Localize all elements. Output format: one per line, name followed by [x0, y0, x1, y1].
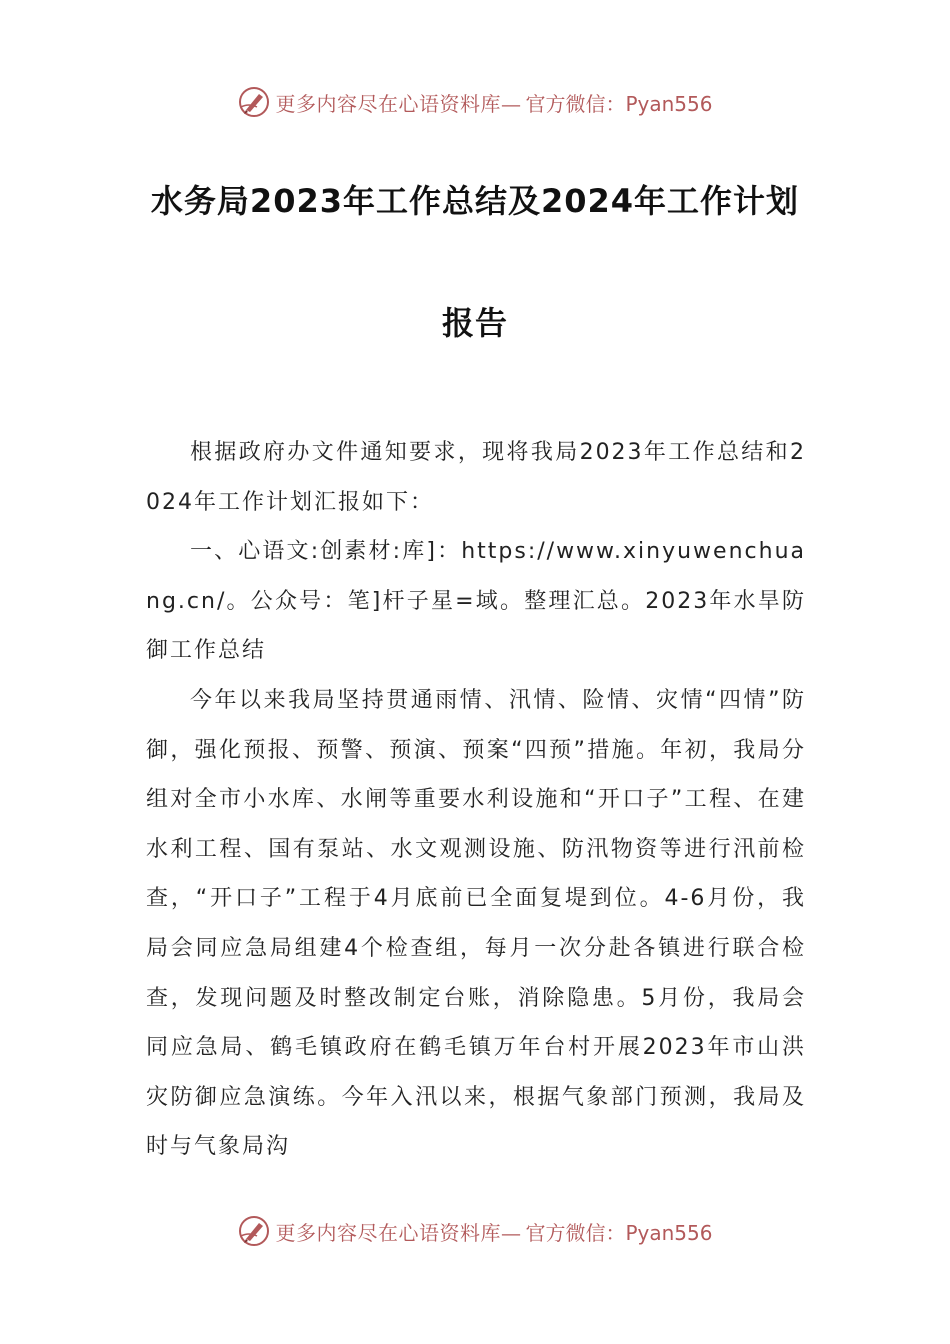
header-watermark	[0, 82, 950, 122]
watermark-text: 更多内容尽在心语资料库—	[275, 1220, 522, 1245]
watermark-wechat: 官方微信：Pyan556	[525, 1220, 713, 1245]
paragraph: 根据政府办文件通知要求，现将我局2023年工作总结和2024年工作计划汇报如下：	[146, 440, 806, 515]
footer-watermark	[0, 1211, 950, 1251]
document-body	[146, 428, 806, 1172]
document-title: 水务局2023年工作总结及2024年工作计划	[150, 182, 800, 220]
document-title-continued: 报告	[441, 304, 508, 342]
watermark-wechat: 官方微信：Pyan556	[525, 91, 713, 116]
pen-logo-icon	[237, 1214, 271, 1248]
paragraph: 今年以来我局坚持贯通雨情、汛情、险情、灾情“四情”防御，强化预报、预警、预演、预案“四预”措施。年初，我局分组对全市小水库、水闸等重要水利设施和“开口子”工程、在建水利工程、国有泵站、水文观测设施、防汛物资等进行汛前检查，“开口子”工程于4月底前已全面复堤到位。4-6月份，我局会同应急局组建4个检查组，每月一次分赴各镇进行联合检查，发现问题及时整改制定台账，消除隐患。5月份，我局会同应急局、鹤毛镇政府在鹤毛镇万年台村开展2023年市山洪灾防御应急演练。今年入汛以来，根据气象部门预测，我局及时与气象局沟	[146, 687, 806, 1160]
watermark-text: 更多内容尽在心语资料库—	[275, 91, 522, 116]
pen-logo-icon	[237, 85, 271, 119]
paragraph: 一、心语文:创素材:库]：https://www.xinyuwenchuang.cn/。公众号：笔]杆子星=域。整理汇总。2023年水旱防御工作总结	[146, 539, 806, 664]
